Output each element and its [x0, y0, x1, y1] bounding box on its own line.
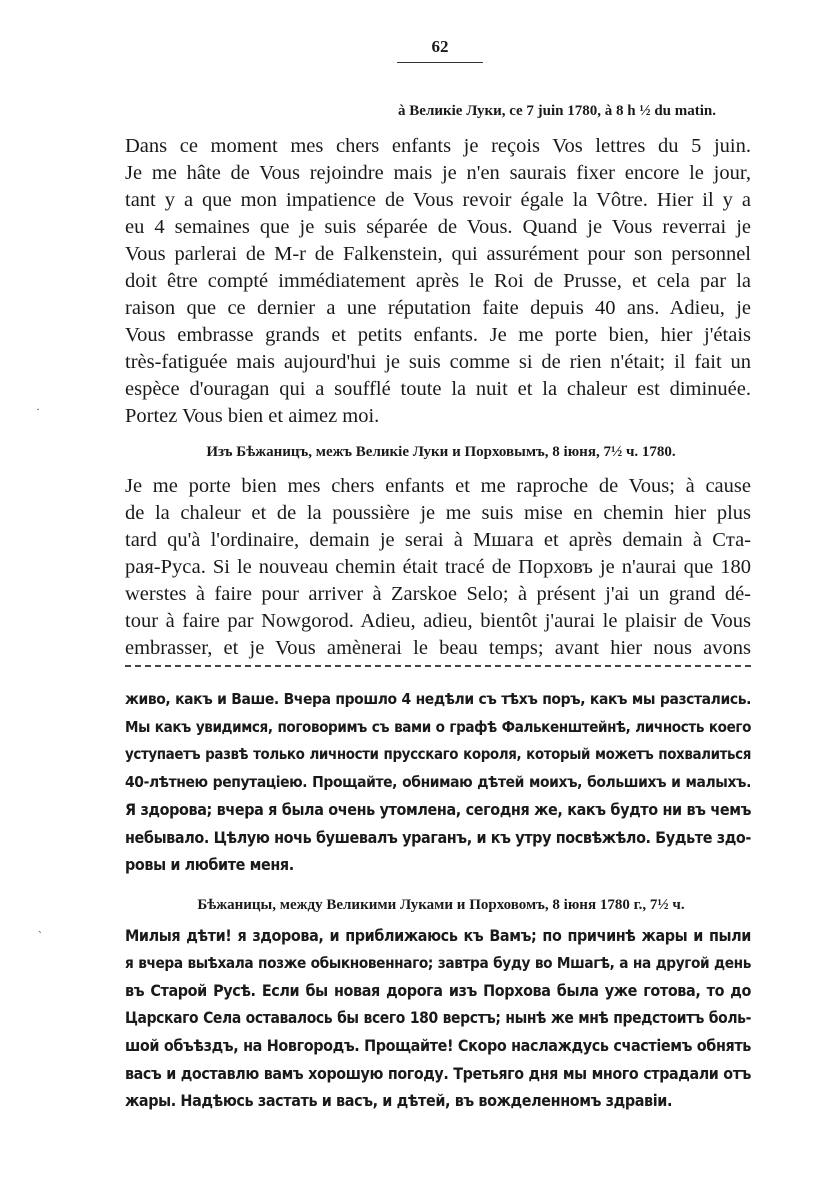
text-line: Portez Vous bien et aimez moi.	[125, 405, 380, 427]
page-number: 62	[431, 37, 449, 56]
text-line: живо, какъ и Ваше. Вчера прошло 4 недѣли съ тѣхъ поръ, какъ мы разстались.	[125, 690, 751, 708]
text-line: Dans ce moment mes chers enfants je reçois Vos lettres du 5 juin.	[125, 135, 751, 157]
section-1-heading: à Великіе Луки, ce 7 juin 1780, à 8 h ½ du matin.	[398, 103, 716, 119]
text-line: шой объѣздъ, на Новгородъ. Прощайте! Скоро наслаждусь счастіемъ обнять	[125, 1036, 751, 1055]
text-line: Vous parlerai de M-r de Falkenstein, qui assurément pour son personnel	[125, 243, 751, 265]
scan-speck: ˴	[38, 923, 42, 937]
text-line: tour à faire par Nowgorod. Adieu, adieu, bientôt j'aurai le plaisir de Vous	[125, 610, 751, 632]
footnote-divider	[125, 665, 751, 667]
section-4-heading: Бѣжаницы, между Великими Луками и Порховомъ, 8 іюня 1780 г., 7½ ч.	[197, 897, 685, 913]
text-line: жары. Надѣюсь застать и васъ, и дѣтей, въ вожделенномъ здравіи.	[125, 1091, 673, 1110]
section-4-text	[125, 922, 751, 1115]
text-line: уступаетъ развѣ только личности прусскаго короля, который можетъ похвалиться	[125, 745, 751, 763]
section-2-text	[125, 473, 751, 662]
text-line: въ Старой Русѣ. Если бы новая дорога изъ Порхова была уже готова, то до	[125, 981, 751, 1000]
scan-speck: ·	[36, 402, 40, 416]
text-line: espèce d'ouragan qui a soufflé toute la nuit et la chaleur est diminuée.	[125, 378, 751, 400]
text-line: небывало. Цѣлую ночь бушевалъ ураганъ, и къ утру посвѣжѣло. Будьте здо-	[125, 827, 751, 847]
text-line: Милыя дѣти! я здорова, и приближаюсь къ Вамъ; по причинѣ жары и пыли	[125, 926, 751, 945]
section-2-heading: Изъ Бѣжаницъ, межъ Великіе Луки и Порховымъ, 8 іюня, 7½ ч. 1780.	[206, 444, 676, 460]
section-1-text	[125, 133, 751, 430]
text-line: Я здорова; вчера я была очень утомлена, сегодня же, какъ будто ни въ чемъ	[125, 800, 751, 819]
text-line: ровы и любите меня.	[125, 855, 294, 874]
page-number-rule	[397, 62, 483, 63]
text-line: рая-Руса. Si le nouveau chemin était tracé de Порховъ je n'aurai que 180	[125, 556, 751, 578]
text-line: eu 4 semaines que je suis séparée de Vous. Quand je Vous reverrai je	[125, 216, 751, 238]
text-line: tard qu'à l'ordinaire, demain je serai à Мшага et après demain à Cта-	[125, 529, 751, 551]
text-line: embrasser, et je Vous amènerai le beau temps; avant hier nous avons	[125, 637, 751, 659]
text-line: Je me porte bien mes chers enfants et me raproche de Vous; à cause	[125, 475, 751, 497]
text-line: raison que ce dernier a une réputation faite depuis 40 ans. Adieu, je	[125, 297, 751, 319]
text-line: werstes à faire pour arriver à Zarskoe Selo; à présent j'ai un grand dé-	[125, 583, 751, 605]
text-line: doit être compté immédiatement après le Roi de Prusse, et cela par la	[125, 270, 751, 292]
text-line: Vous embrasse grands et petits enfants. Je me porte bien, hier j'étais	[125, 324, 751, 346]
text-line: 40-лѣтнею репутаціею. Прощайте, обнимаю дѣтей моихъ, большихъ и малыхъ.	[125, 772, 751, 791]
text-line: de la chaleur et de la poussière je me suis mise en chemin hier plus	[125, 502, 751, 524]
text-line: я вчера выѣхала позже обыкновеннаго; завтра буду во Мшагѣ, а на другой день	[125, 953, 751, 972]
text-line: très-fatiguée mais aujourd'hui je suis comme si de rien n'était; il fait un	[125, 351, 751, 373]
text-line: tant y a que mon impatience de Vous revoir égale la Vôtre. Hier il y a	[125, 189, 751, 211]
text-line: Царскаго Села оставалось бы всего 180 верстъ; нынѣ же мнѣ предстоитъ боль-	[125, 1008, 751, 1027]
section-3-text	[125, 686, 751, 879]
text-line: Je me hâte de Vous rejoindre mais je n'en saurais fixer encore le jour,	[125, 162, 751, 184]
text-line: Мы какъ увидимся, поговоримъ съ вами о графѣ Фалькенштейнѣ, личность коего	[125, 717, 751, 736]
text-line: васъ и доставлю вамъ хорошую погоду. Третьяго дня мы много страдали отъ	[125, 1063, 751, 1083]
